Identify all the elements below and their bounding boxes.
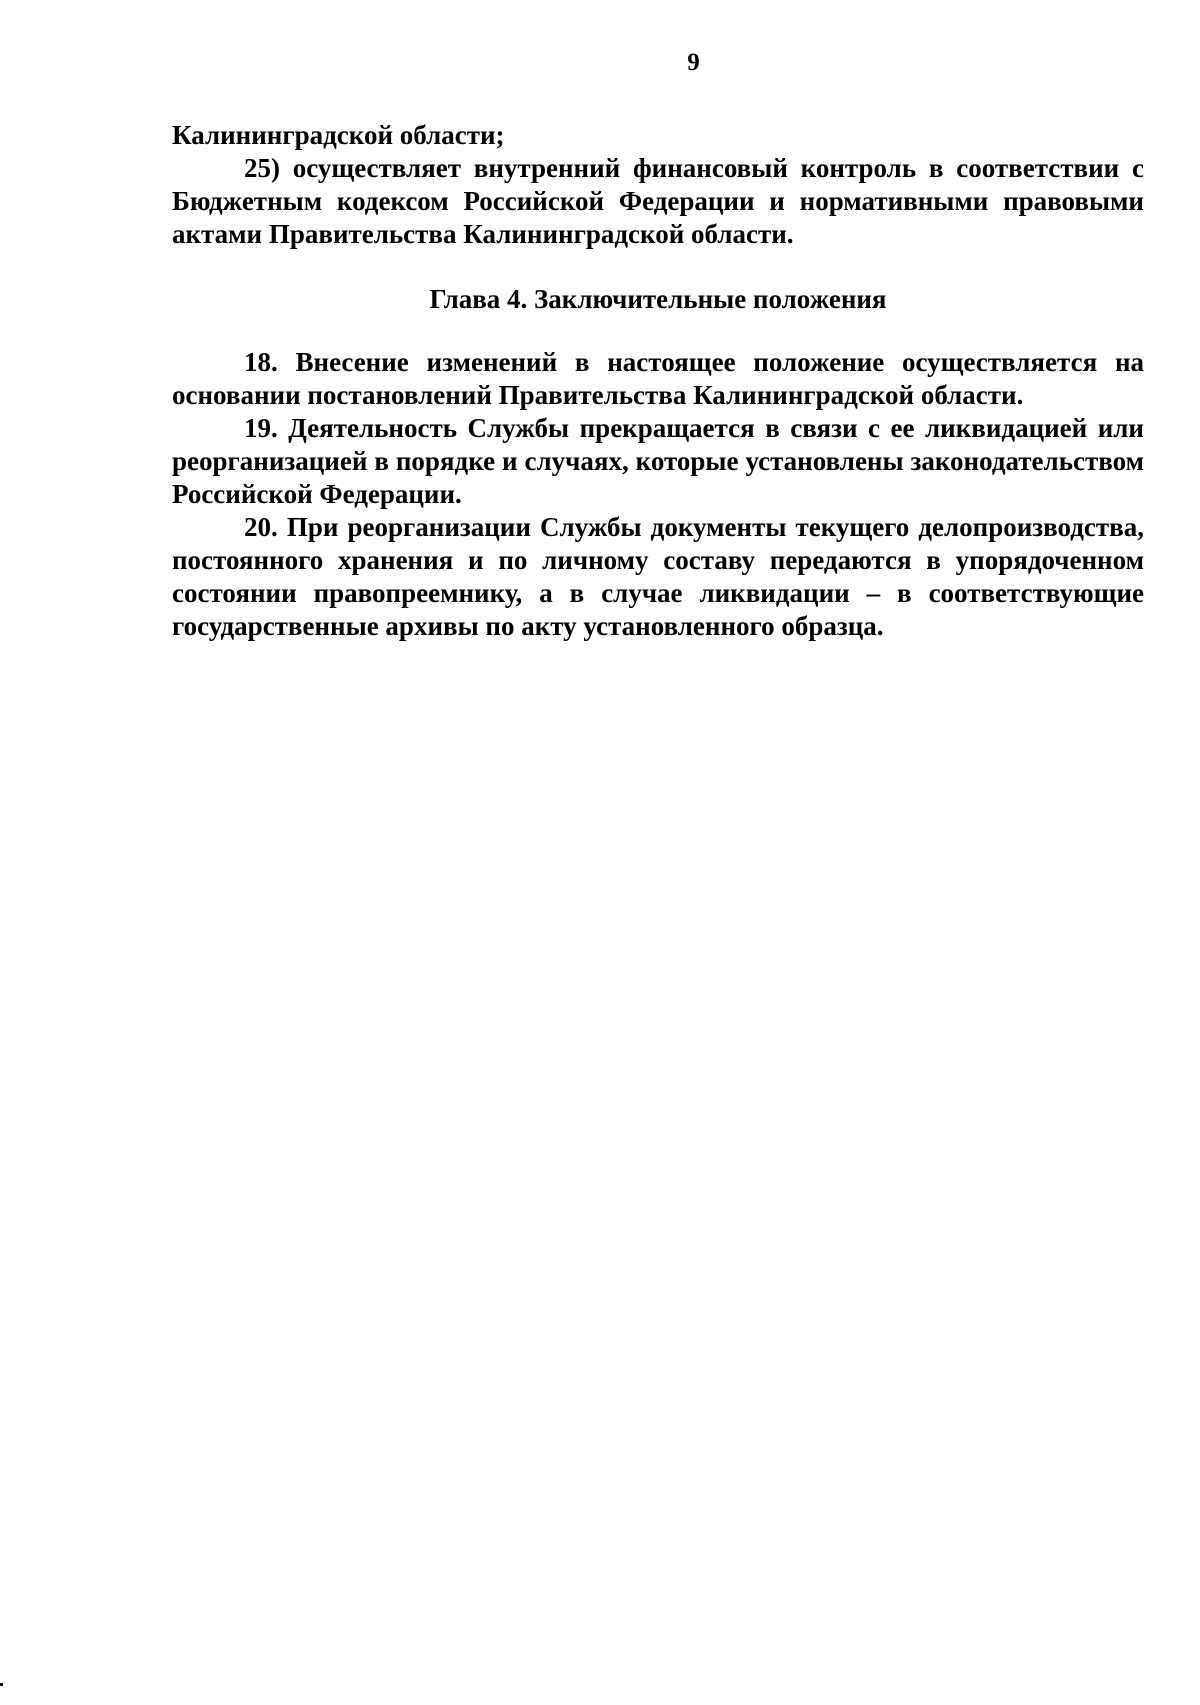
scan-artifact-dot [0, 1683, 3, 1686]
paragraph-continuation: Калининградской области; [172, 120, 505, 150]
chapter-heading: Глава 4. Заключительные положения [429, 284, 887, 314]
paragraph-item-20: 20. При реорганизации Службы документы текущего делопроизводства, постоянного хранения и по личному составу передаются в упорядоченном состоянии правопреемнику, а в случае ликвидации – в соответствующие государственные архивы по акту установленного образца. [172, 512, 1144, 641]
paragraph-item-25: 25) осуществляет внутренний финансовый контроль в соответствии с Бюджетным кодексом Российской Федерации и нормативными правовыми актами Правительства Калининградской области. [172, 153, 1144, 249]
paragraph-item-19: 19. Деятельность Службы прекращается в связи с ее ликвидацией или реорганизацией в порядке и случаях, которые установлены законодательством Российской Федерации. [172, 413, 1144, 509]
paragraph-item-18: 18. Внесение изменений в настоящее положение осуществляется на основании постановлений Правительства Калининградской области. [172, 347, 1144, 410]
page-number: 9 [687, 49, 700, 76]
document-body [172, 119, 1144, 643]
